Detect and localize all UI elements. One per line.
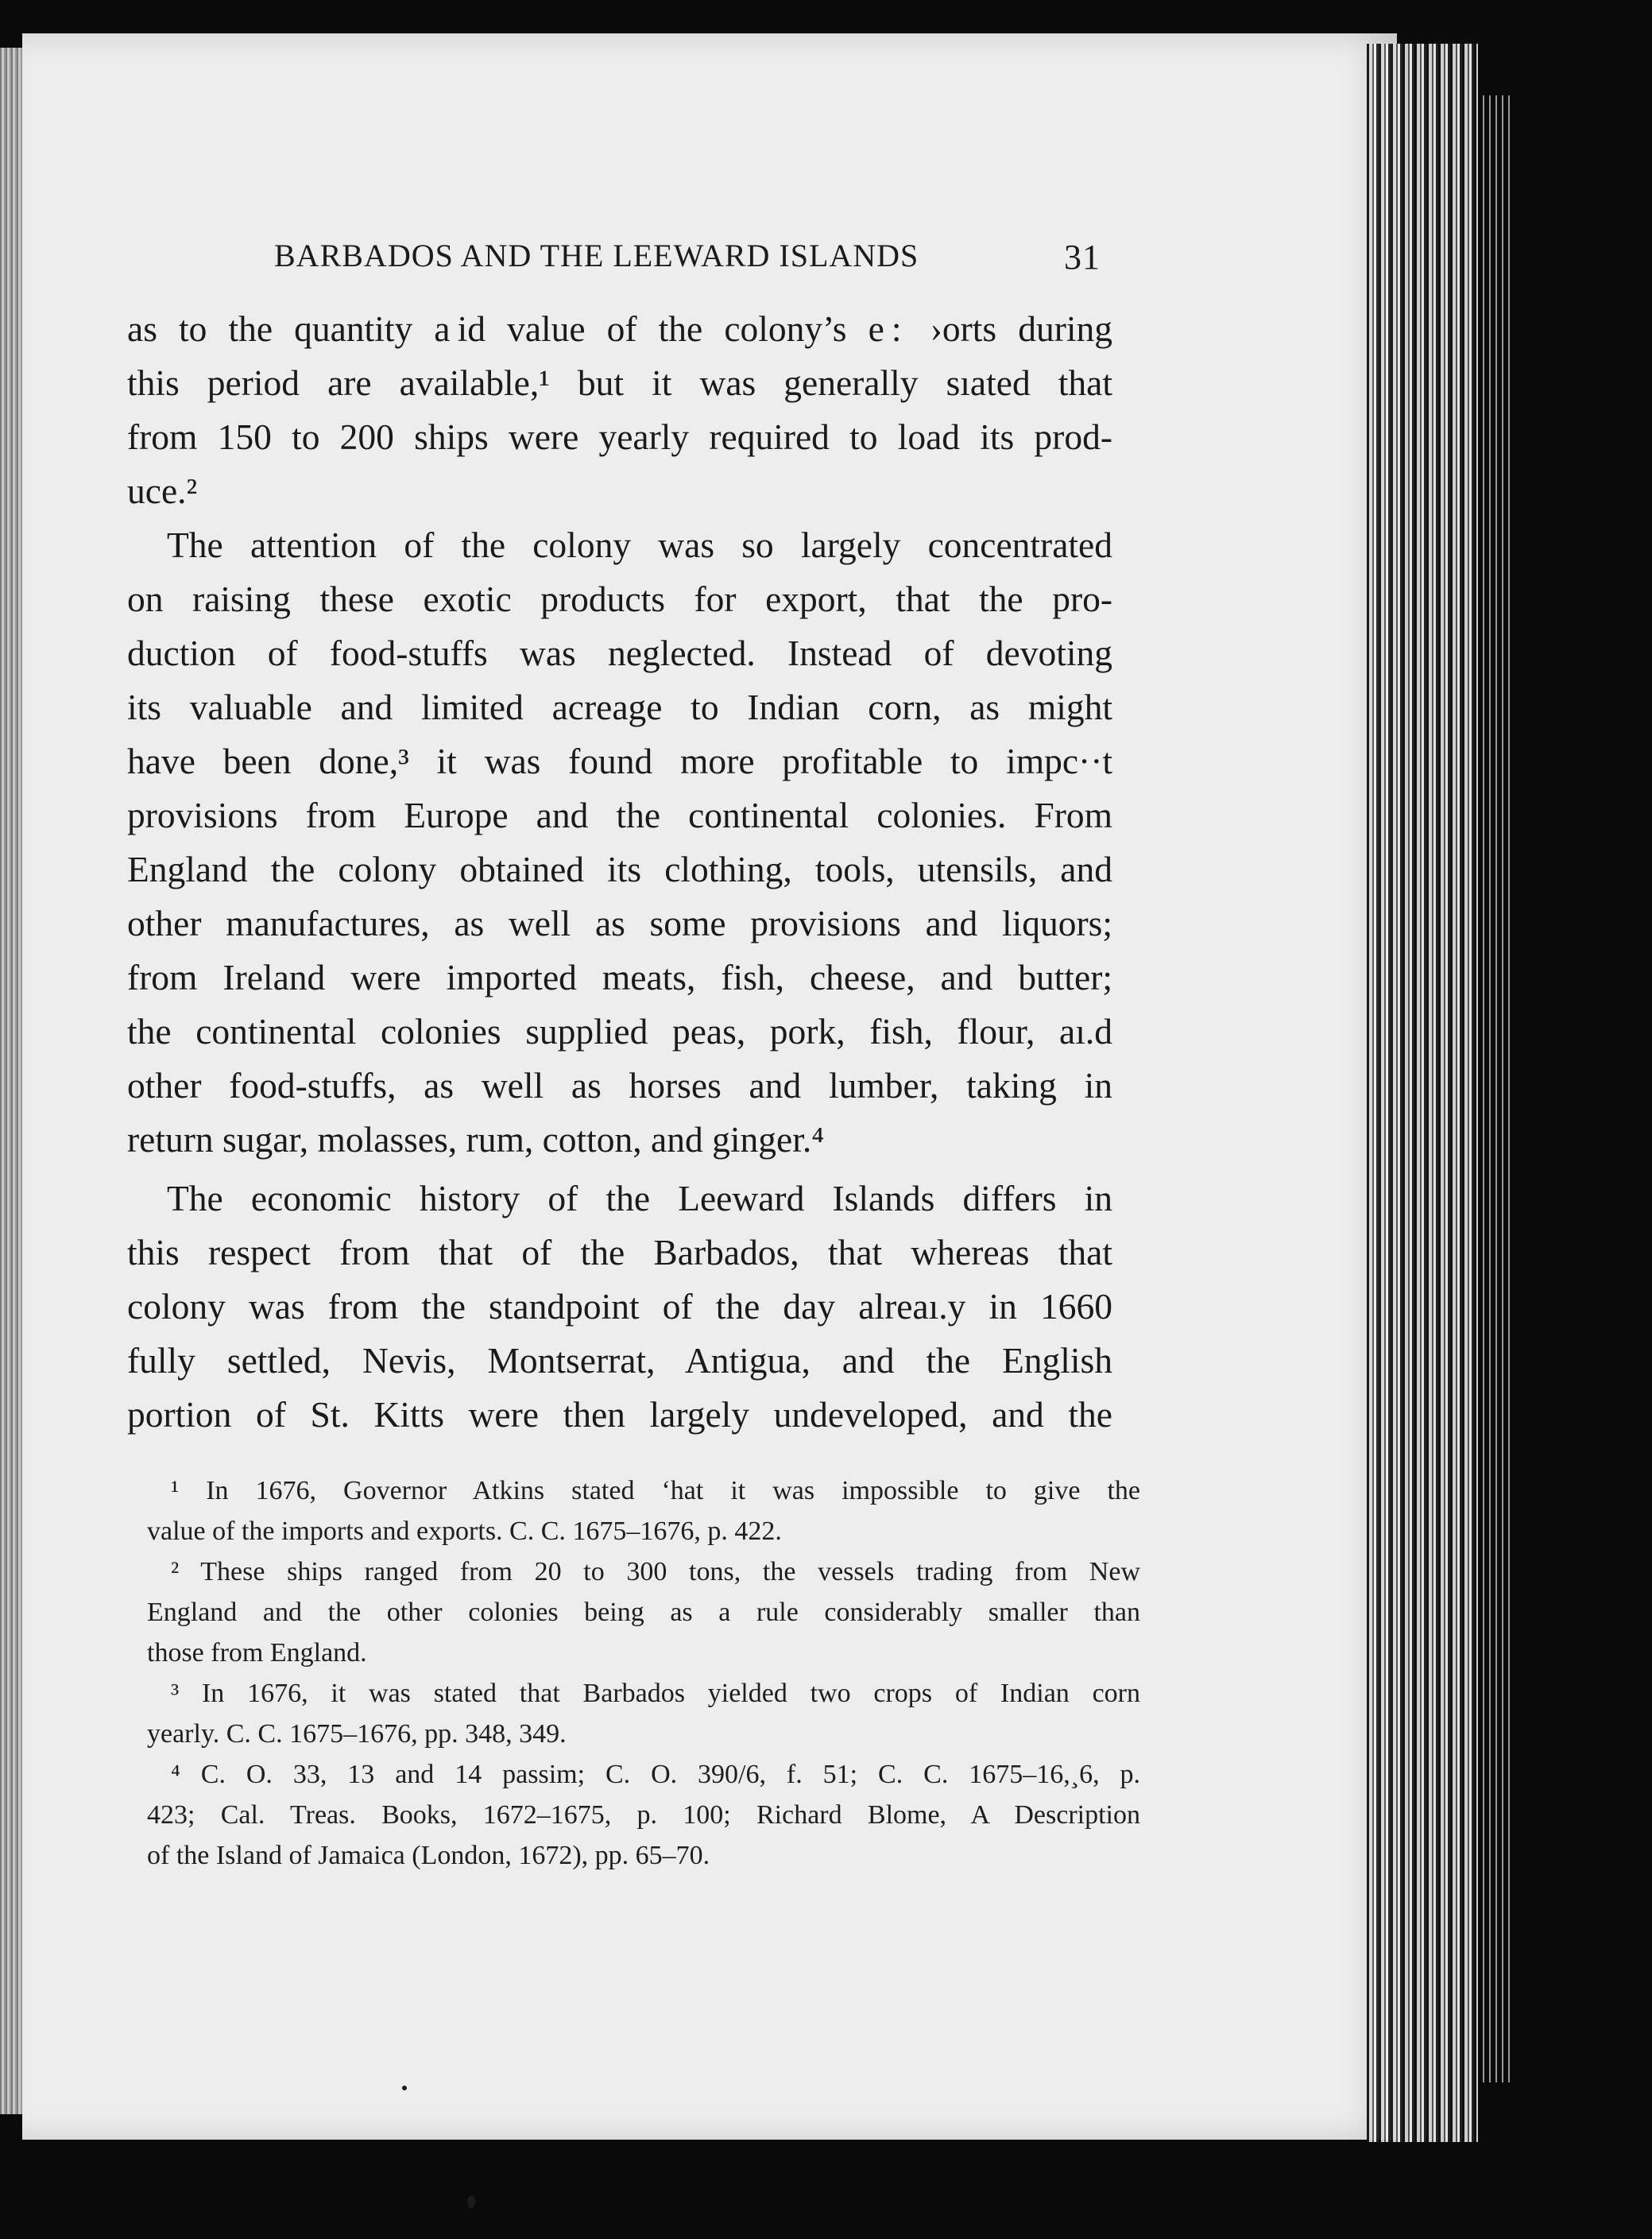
body-line: other food-stuffs, as well as horses and lumber, taking in [127,1065,1112,1106]
body-line: have been done,³ it was found more profitable to impc··t [127,741,1112,781]
footnote-line: of the Island of Jamaica (London, 1672), pp. 65–70. [147,1841,710,1870]
footnote-line: ⁴ C. O. 33, 13 and 14 passim; C. O. 390/6, f. 51; C. C. 1675–16,¸6, p. [171,1760,1140,1789]
body-line: this respect from that of the Barbados, that whereas that [127,1232,1112,1273]
footnote-line: ³ In 1676, it was stated that Barbados yielded two crops of Indian corn [171,1679,1140,1708]
page-edges-shadow [1478,95,1510,2082]
page-edges [1367,44,1478,2142]
body-line: return sugar, molasses, rum, cotton, and ginger.⁴ [127,1119,825,1160]
body-line: other manufactures, as well as some provisions and liquors; [127,903,1112,943]
page-number: 31 [1064,238,1101,277]
footnotes [147,1470,1140,1876]
speck [467,2195,475,2208]
speck [402,2086,407,2090]
body-line: its valuable and limited acreage to Indian corn, as might [127,687,1112,727]
body-text [127,302,1112,1442]
body-line: portion of St. Kitts were then largely undeveloped, and the [127,1394,1112,1435]
body-line: duction of food-stuffs was neglected. Instead of devoting [127,633,1112,673]
body-line: the continental colonies supplied peas, pork, fish, flour, aı.d [127,1011,1112,1052]
footnote-line: those from England. [147,1638,367,1668]
body-line: from Ireland were imported meats, fish, cheese, and butter; [127,957,1112,997]
body-line: provisions from Europe and the continental colonies. From [127,795,1112,835]
footnote-line: 423; Cal. Treas. Books, 1672–1675, p. 100; Richard Blome, A Description [147,1800,1140,1830]
body-line: The economic history of the Leeward Islands differs in [167,1178,1112,1218]
body-line: fully settled, Nevis, Montserrat, Antigua, and the English [127,1340,1112,1381]
footnote-line: value of the imports and exports. C. C. 1675–1676, p. 422. [147,1517,782,1546]
footnote-line: yearly. C. C. 1675–1676, pp. 348, 349. [147,1719,567,1749]
running-header [274,237,1101,277]
footnote-line: England and the other colonies being as a rule considerably smaller than [147,1598,1140,1627]
body-line: uce.² [127,471,198,511]
footnote-line: ² These ships ranged from 20 to 300 tons, the vessels trading from New [171,1557,1140,1586]
body-line: England the colony obtained its clothing, tools, utensils, and [127,849,1112,889]
body-line: on raising these exotic products for export, that the pro- [127,579,1112,619]
body-line: from 150 to 200 ships were yearly required to load its prod- [127,416,1112,457]
body-line: as to the quantity a id value of the colony’s e : ›orts during [127,308,1112,349]
running-title: BARBADOS AND THE LEEWARD ISLANDS [274,238,919,273]
footnote-line: ¹ In 1676, Governor Atkins stated ‘hat it was impossible to give the [171,1476,1140,1505]
body-line: this period are available,¹ but it was generally sıated that [127,362,1112,403]
body-line: colony was from the standpoint of the day alreaı.y in 1660 [127,1286,1112,1327]
body-line: The attention of the colony was so largely concentrated [167,525,1112,565]
